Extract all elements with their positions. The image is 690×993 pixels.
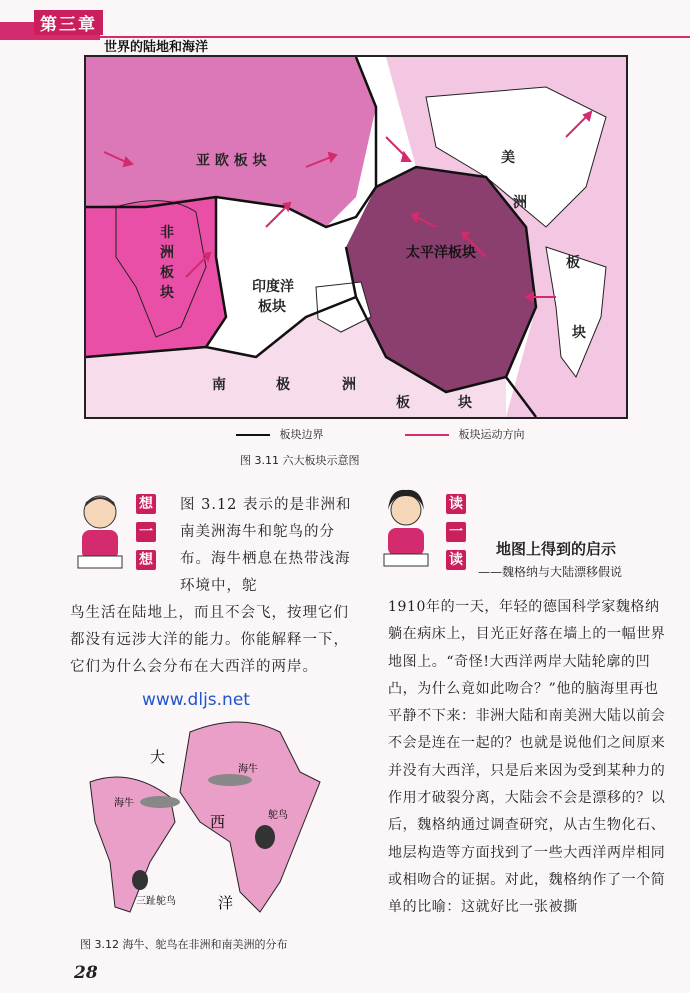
manatee-sa-icon bbox=[140, 796, 180, 808]
boy-illustration bbox=[70, 490, 130, 580]
label-manatee-af: 海牛 bbox=[238, 764, 258, 775]
chapter-label: 第三章 bbox=[34, 10, 103, 35]
legend-motion: 板块运动方向 bbox=[458, 428, 525, 441]
label-antarctic-1: 南 bbox=[212, 377, 226, 393]
boundary-line-swatch bbox=[236, 434, 270, 436]
label-american-3: 板 bbox=[566, 255, 580, 271]
page-number: 28 bbox=[74, 963, 98, 983]
label-american-1: 美 bbox=[501, 150, 515, 166]
plate-map-svg bbox=[86, 57, 626, 417]
plate-map bbox=[84, 55, 628, 419]
read-body-text: 1910年的一天，年轻的德国科学家魏格纳躺在病床上，目光正好落在墙上的一幅世界地图上。“奇怪!大西洋两岸大陆轮廓的凹凸，为什么竟如此吻合？”他的脑海里再也平静不下来：非洲大陆和南美洲大陆以前会不会是连在一起的？也就是说他们之间原来并没有大西洋，只是后来因为受到某种力的作用才破裂分离，大陆会不会是漂移的？以后，魏格纳通过调查研究，从古生物化石、地层构造等方面找到了一些大西洋两岸相同或相吻合的证据。对此，魏格纳作了一个简单的比喻：这就好比一张被撕 bbox=[388, 599, 666, 916]
label-yang: 洋 bbox=[218, 894, 234, 912]
think-lead-text: 图 3.12 表示的是非洲和南美洲海牛和鸵鸟的分布。海牛栖息在热带浅海环境中，鸵 bbox=[180, 497, 352, 594]
label-ostrich-af: 鸵鸟 bbox=[268, 810, 288, 821]
label-da: 大 bbox=[150, 748, 166, 766]
think-badge-3: 想 bbox=[136, 550, 156, 570]
read-title: 地图上得到的启示 bbox=[496, 540, 617, 558]
read-subtitle: ——魏格纳与大陆漂移假说 bbox=[478, 565, 623, 579]
label-antarctic-5: 块 bbox=[458, 395, 472, 411]
site-url-link[interactable]: www.dljs.net bbox=[142, 690, 250, 710]
ostrich-sa-icon bbox=[132, 870, 148, 890]
label-manatee-sa: 海牛 bbox=[114, 798, 134, 809]
label-african-4: 块 bbox=[160, 285, 174, 301]
ostrich-africa-icon bbox=[255, 825, 275, 849]
think-badge-2: 一 bbox=[136, 522, 156, 542]
label-american-4: 块 bbox=[572, 325, 586, 341]
label-antarctic-3: 洲 bbox=[342, 377, 356, 393]
figure-caption-311: 图 3.11 六大板块示意图 bbox=[240, 454, 360, 467]
label-indian-1: 印度洋 bbox=[252, 279, 294, 295]
read-badge-3: 读 bbox=[446, 550, 466, 570]
label-indian-2: 板块 bbox=[258, 299, 286, 315]
think-body-text: 鸟生活在陆地上，而且不会飞，按理它们都没有远涉大洋的能力。你能解释一下，它们为什么会分布在大西洋的两岸。 bbox=[70, 605, 349, 675]
map-legend bbox=[236, 426, 536, 444]
label-antarctic-2: 极 bbox=[276, 377, 290, 393]
label-ostrich-sa: 三趾鸵鸟 bbox=[136, 896, 176, 907]
label-african-2: 洲 bbox=[160, 245, 174, 261]
read-badge-1: 读 bbox=[446, 494, 466, 514]
label-xi: 西 bbox=[210, 813, 226, 831]
chapter-subtitle: 世界的陆地和海洋 bbox=[104, 40, 209, 55]
figure-caption-312: 图 3.12 海牛、鸵鸟在非洲和南美洲的分布 bbox=[80, 938, 288, 951]
label-american-2: 洲 bbox=[513, 195, 527, 211]
girl-illustration bbox=[376, 486, 436, 578]
arrow-swatch bbox=[405, 434, 449, 436]
label-eurasian: 亚 欧 板 块 bbox=[196, 153, 267, 169]
african-plate bbox=[86, 197, 226, 357]
label-pacific: 太平洋板块 bbox=[406, 245, 476, 261]
label-african-3: 板 bbox=[160, 265, 174, 281]
figure-312 bbox=[70, 712, 360, 932]
manatee-africa-icon bbox=[208, 774, 252, 786]
think-badge-1: 想 bbox=[136, 494, 156, 514]
read-badge-2: 一 bbox=[446, 522, 466, 542]
label-african-1: 非 bbox=[160, 225, 174, 241]
think-badge bbox=[136, 494, 156, 578]
africa-shape bbox=[180, 722, 320, 912]
read-badge bbox=[446, 494, 466, 578]
legend-boundary: 板块边界 bbox=[279, 428, 324, 441]
label-antarctic-4: 板 bbox=[396, 395, 410, 411]
